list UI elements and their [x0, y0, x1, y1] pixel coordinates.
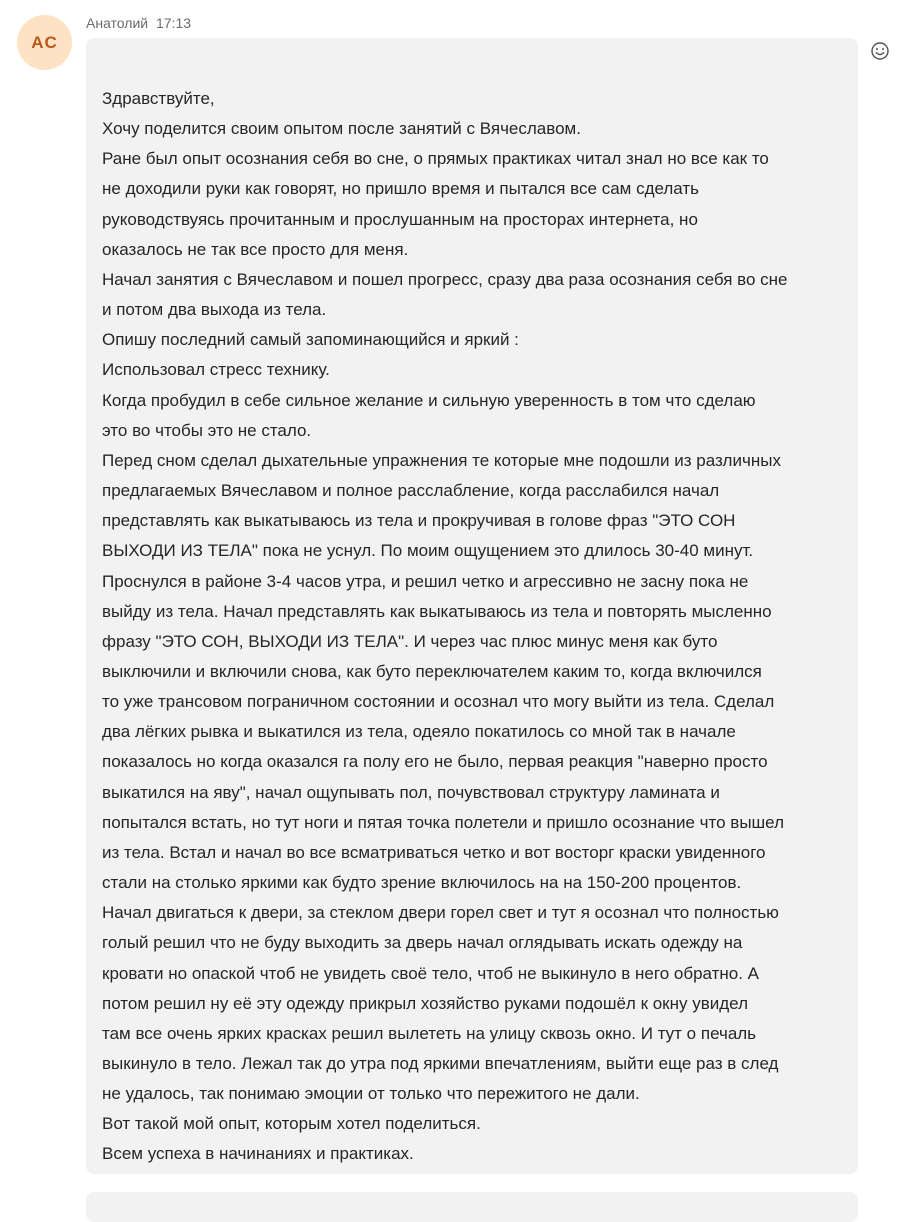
avatar[interactable]: AC	[17, 15, 72, 70]
message-text-line: Опишу последний самый запоминающийся и яркий :	[102, 330, 519, 350]
message-text-line: не удалось, так понимаю эмоции от только что пережитого не дали.	[102, 1084, 640, 1104]
message-text-line: ВЫХОДИ ИЗ ТЕЛА" пока не уснул. По моим ощущением это длилось 30-40 минут.	[102, 541, 754, 561]
message-text-line: Проснулся в районе 3-4 часов утра, и решил четко и агрессивно не засну пока не	[102, 571, 749, 591]
message-text-line: попытался встать, но тут ноги и пятая точка полетели и пришло осознание что вышел	[102, 812, 784, 832]
message-text-line: оказалось не так все просто для меня.	[102, 239, 409, 259]
message-text-line: два лёгких рывка и выкатился из тела, одеяло покатилось со мной так в начале	[102, 722, 736, 742]
smiley-icon[interactable]	[869, 40, 891, 62]
message-text-line: это во чтобы это не стало.	[102, 420, 312, 440]
message-meta	[86, 15, 195, 31]
message-text-line: и потом два выхода из тела.	[102, 300, 327, 320]
message-text-line: Ране был опыт осознания себя во сне, о прямых практиках читал знал но все как то	[102, 149, 769, 169]
message-text-line: потом решил ну её эту одежду прикрыл хозяйство руками подошёл к окну увидел	[102, 993, 748, 1013]
next-message-bubble	[86, 1192, 858, 1222]
message-text-line: руководствуясь прочитанным и прослушанным на просторах интернета, но	[102, 209, 698, 229]
message-text-line: из тела. Встал и начал во все всматриваться четко и вот восторг краски увиденного	[102, 842, 766, 862]
message-text-line: выкатился на яву", начал ощупывать пол, почувствовал структуру ламината и	[102, 782, 720, 802]
message-text-line: там все очень ярких красках решил вылететь на улицу сквозь окно. И тут о печаль	[102, 1023, 757, 1043]
message-text-line: предлагаемых Вячеславом и полное расслабление, когда расслабился начал	[102, 481, 720, 501]
message-text-line: выключили и включили снова, как буто переключателем каким то, когда включился	[102, 661, 762, 681]
message-text-line: Хочу поделится своим опытом после занятий с Вячеславом.	[102, 119, 581, 139]
message-text-line: стали на столько яркими как будто зрение включилось на на 150-200 процентов.	[102, 873, 742, 893]
message-text-line: Использовал стресс технику.	[102, 360, 330, 380]
message-text-line: Начал двигаться к двери, за стеклом двери горел свет и тут я осознал что полностью	[102, 903, 779, 923]
message-text-line: показалось но когда оказался га полу его не было, первая реакция "наверно просто	[102, 752, 768, 772]
message-text-line: выйду из тела. Начал представлять как выкатываюсь из тела и повторять мысленно	[102, 601, 772, 621]
message-time: 17:13	[155, 15, 192, 31]
author-name[interactable]: Анатолий	[86, 15, 149, 31]
message-text-line: Здравствуйте,	[102, 89, 215, 108]
message-text-line: кровати но опаской чтоб не увидеть своё тело, чтоб не выкинуло в него обратно. А	[102, 963, 760, 983]
message-text-line: Всем успеха в начинаниях и практиках.	[102, 1144, 414, 1164]
message-text-line: Вот такой мой опыт, которым хотел поделиться.	[102, 1114, 481, 1134]
message-text-line: представлять как выкатываюсь из тела и прокручивая в голове фраз "ЭТО СОН	[102, 511, 736, 531]
message-text-line: фразу "ЭТО СОН, ВЫХОДИ ИЗ ТЕЛА". И через час плюс минус меня как буто	[102, 631, 718, 651]
message-text-line: Перед сном сделал дыхательные упражнения те которые мне подошли из различных	[102, 450, 781, 470]
message-text-line: Начал занятия с Вячеславом и пошел прогресс, сразу два раза осознания себя во сне	[102, 269, 788, 289]
message-text-line: Когда пробудил в себе сильное желание и сильную уверенность в том что сделаю	[102, 390, 756, 410]
message-text-line: выкинуло в тело. Лежал так до утра под яркими впечатлениям, выйти еще раз в след	[102, 1054, 779, 1073]
message-text-line: то уже трансовом пограничном состоянии и осознал что могу выйти из тела. Сделал	[102, 692, 775, 712]
message-text-line: не доходили руки как говорят, но пришло время и пытался все сам сделать	[102, 179, 700, 199]
message-bubble	[86, 38, 858, 1174]
message-text-line: голый решил что не буду выходить за дверь начал оглядывать искать одежду на	[102, 933, 743, 953]
